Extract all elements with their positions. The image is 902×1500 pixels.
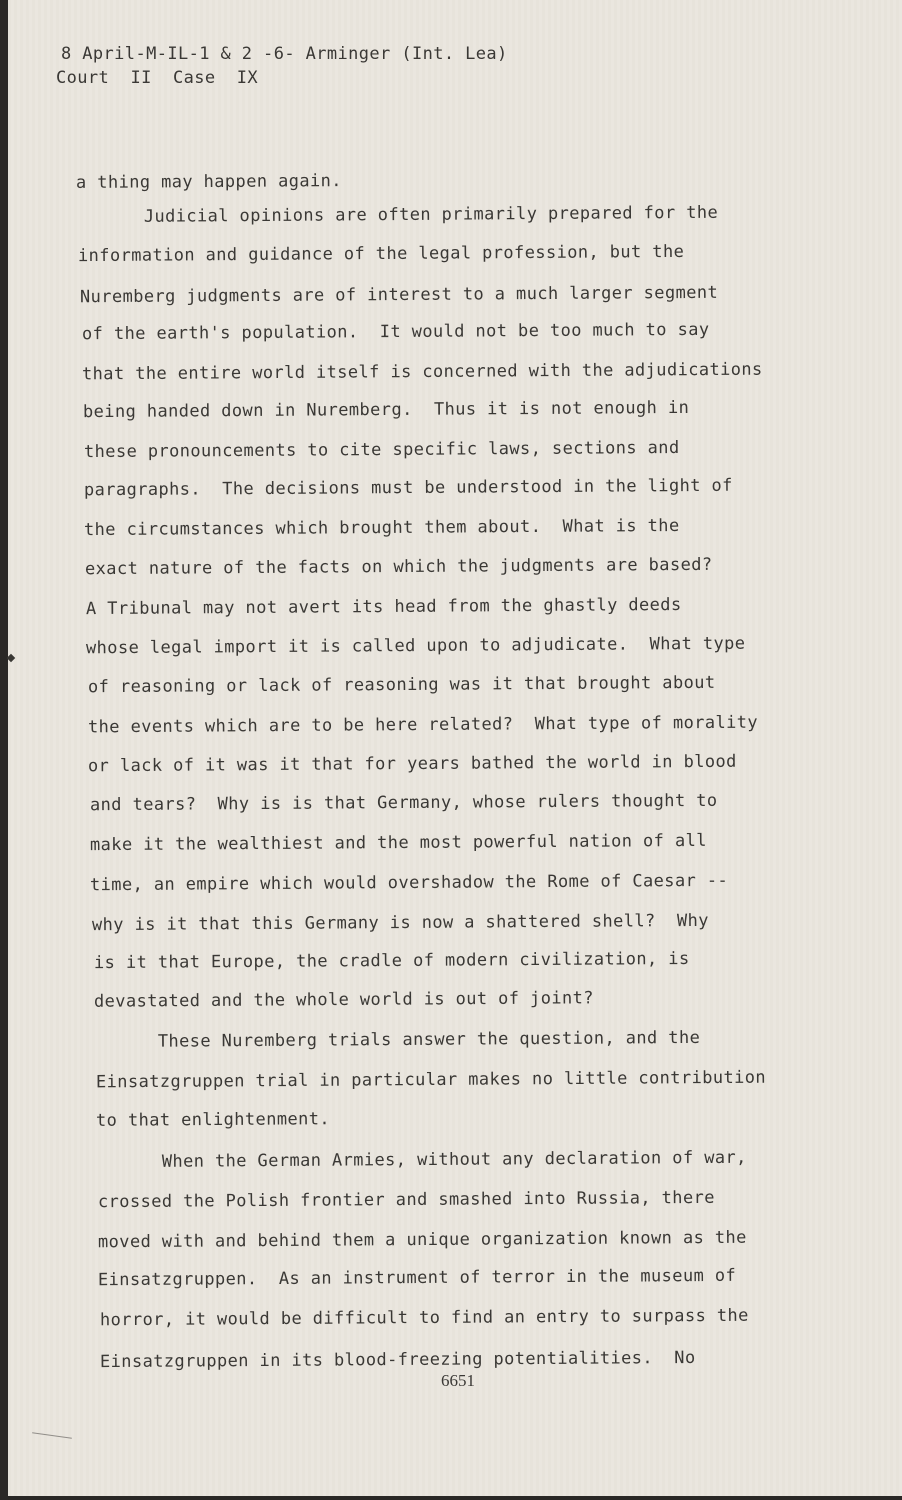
body-line: make it the wealthiest and the most powerful nation of all [89,830,707,856]
body-line: of the earth's population. It would not be too much to say [81,319,710,345]
body-line: or lack of it was it that for years bathed the world in blood [87,751,737,777]
body-line: When the German Armies, without any declaration of war, [97,1147,747,1173]
body-line: whose legal import it is called upon to adjudicate. What type [85,633,746,659]
body-line: information and guidance of the legal profession, but the [77,241,685,267]
body-line: is it that Europe, the cradle of modern civilization, is [93,948,690,974]
body-line: the circumstances which brought them about. What is the [83,515,680,541]
body-line: and tears? Why is is that Germany, whose rulers thought to [89,790,718,816]
body-line: that the entire world itself is concerned with the adjudications [81,359,763,385]
body-line: why is it that this Germany is now a shattered shell? Why [91,910,709,936]
header-line-1: 8 April-M-IL-1 & 2 -6- Arminger (Int. Lea) [61,44,508,64]
body-line: Judicial opinions are often primarily prepared for the [79,202,719,228]
body-line: These Nuremberg trials answer the question, and the [93,1027,701,1053]
body-line: of reasoning or lack of reasoning was it that brought about [87,672,716,698]
body-line: paragraphs. The decisions must be understood in the light of [83,475,733,501]
body-line: Einsatzgruppen in its blood-freezing potentialities. No [99,1347,696,1373]
body-line: Nuremberg judgments are of interest to a much larger segment [79,282,719,308]
document-page [8,0,902,1496]
body-line: these pronouncements to cite specific laws, sections and [83,437,680,463]
body-line: the events which are to be here related? What type of morality [87,712,759,738]
header-line-2: Court II Case IX [56,68,259,88]
body-line: exact nature of the facts on which the judgments are based? [84,554,713,580]
body-line: a thing may happen again. [75,171,342,193]
margin-mark [7,654,15,662]
stray-pen-mark [32,1432,72,1439]
body-line: Einsatzgruppen. As an instrument of terror in the museum of [97,1265,737,1291]
body-line: A Tribunal may not avert its head from the ghastly deeds [85,594,682,620]
body-line: being handed down in Nuremberg. Thus it is not enough in [82,397,690,423]
body-line: crossed the Polish frontier and smashed into Russia, there [97,1187,715,1213]
body-line: devastated and the whole world is out of joint? [93,988,594,1012]
page-number: 6651 [441,1371,475,1390]
body-line: horror, it would be difficult to find an entry to surpass the [99,1305,749,1331]
body-line: moved with and behind them a unique organization known as the [97,1227,747,1253]
body-line: time, an empire which would overshadow the Rome of Caesar -- [89,870,729,896]
body-line: Einsatzgruppen trial in particular makes no little contribution [95,1067,767,1093]
body-line: to that enlightenment. [95,1109,331,1131]
